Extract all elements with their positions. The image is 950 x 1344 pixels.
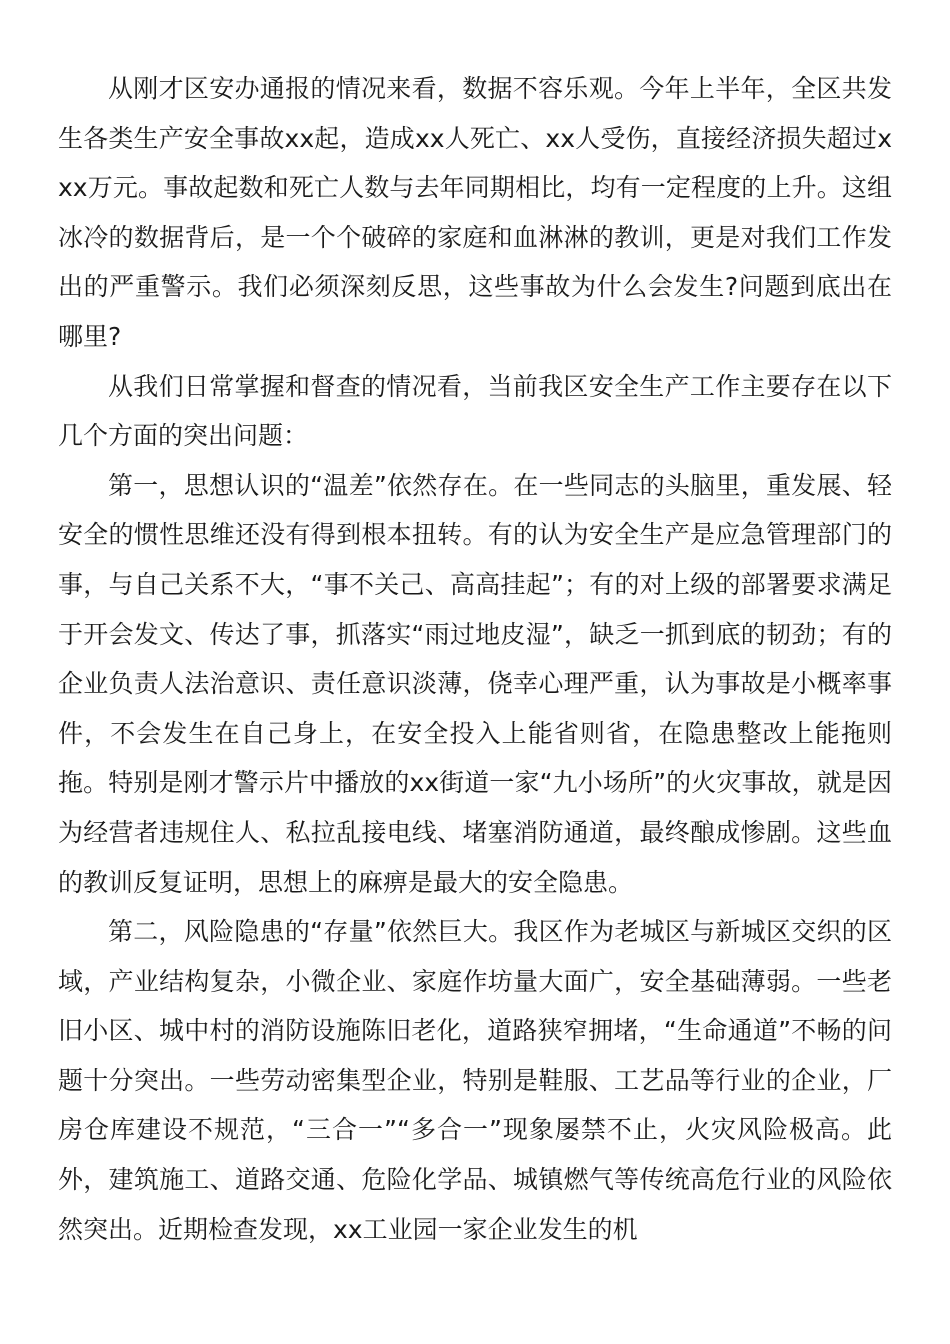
paragraph-accident-data: 从刚才区安办通报的情况来看，数据不容乐观。今年上半年，全区共发生各类生产安全事故xx起，造成xx人死亡、xx人受伤，直接经济损失超过xxx万元。事故起数和死亡人数与去年同期相比，均有一定程度的上升。这组冰冷的数据背后，是一个个破碎的家庭和血淋淋的教训，更是对我们工作发出的严重警示。我们必须深刻反思，这些事故为什么会发生?问题到底出在哪里? [58,74,892,351]
paragraph-second-problem: 第二，风险隐患的“存量”依然巨大。我区作为老城区与新城区交织的区域，产业结构复杂，小微企业、家庭作坊量大面广，安全基础薄弱。一些老旧小区、城中村的消防设施陈旧老化，道路狭窄拥堵，“生命通道”不畅的问题十分突出。一些劳动密集型企业，特别是鞋服、工艺品等行业的企业，厂房仓库建设不规范，“三合一”“多合一”现象屡禁不止，火灾风险极高。此外，建筑施工、道路交通、危险化学品、城镇燃气等传统高危行业的风险依然突出。近期检查发现，xx工业园一家企业发生的机 [58,917,892,1244]
paragraph-first-problem: 第一，思想认识的“温差”依然存在。在一些同志的头脑里，重发展、轻安全的惯性思维还没有得到根本扭转。有的认为安全生产是应急管理部门的事，与自己关系不大，“事不关己、高高挂起”；有的对上级的部署要求满足于开会发文、传达了事，抓落实“雨过地皮湿”，缺乏一抓到底的韧劲；有的企业负责人法治意识、责任意识淡薄，侥幸心理严重，认为事故是小概率事件，不会发生在自己身上，在安全投入上能省则省，在隐患整改上能拖则拖。特别是刚才警示片中播放的xx街道一家“九小场所”的火灾事故，就是因为经营者违规住人、私拉乱接电线、堵塞消防通道，最终酿成惨剧。这些血的教训反复证明，思想上的麻痹是最大的安全隐患。 [58,470,892,897]
document-page [58,64,892,1254]
paragraph-problems-intro: 从我们日常掌握和督查的情况看，当前我区安全生产工作主要存在以下几个方面的突出问题： [58,371,892,451]
